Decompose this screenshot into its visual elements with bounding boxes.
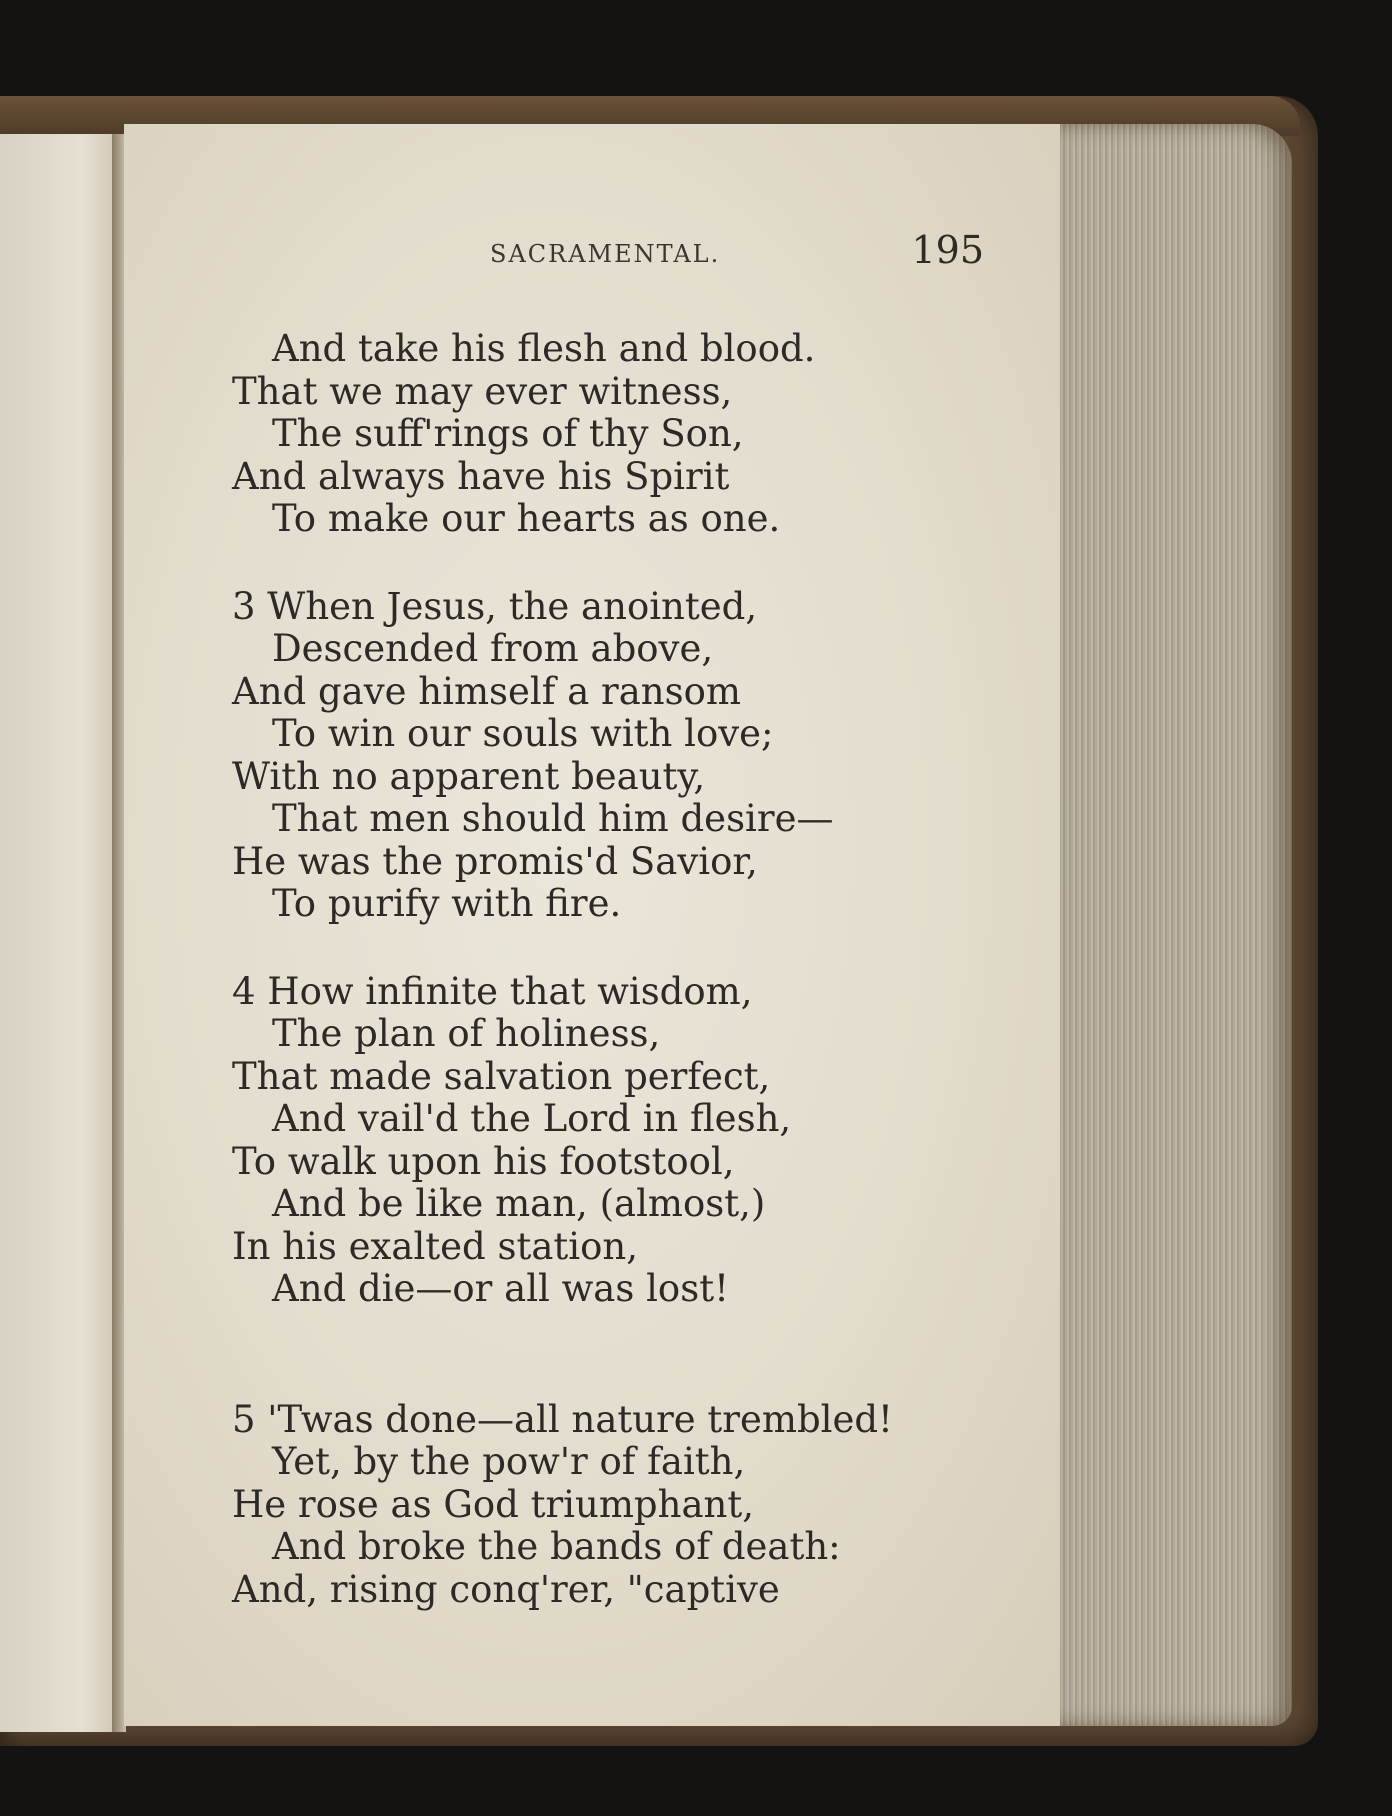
verse-line: He rose as God triumphant, — [232, 1482, 754, 1526]
stanza-continued — [232, 328, 992, 541]
page-number: 195 — [911, 228, 984, 272]
stanza-spacer — [232, 1311, 992, 1399]
verse-line: And be like man, (almost,) — [272, 1182, 766, 1225]
verse-line: And, rising conq'rer, "captive — [232, 1567, 780, 1611]
verse-line: With no apparent beauty, — [232, 754, 706, 798]
verse-line: Yet, by the pow'r of faith, — [272, 1440, 746, 1483]
verse-line: That men should him desire— — [272, 797, 834, 840]
verse-line: The plan of holiness, — [272, 1012, 661, 1055]
verse-line: To purify with fire. — [272, 882, 622, 925]
stanza-spacer — [232, 541, 992, 586]
stanza-3 — [232, 586, 992, 926]
verse-line: And always have his Spirit — [232, 454, 730, 498]
verse-line: That made salvation perfect, — [232, 1054, 771, 1098]
stanza-spacer — [232, 926, 992, 971]
verse-line: 3 When Jesus, the anointed, — [232, 584, 758, 628]
verse-line: And vail'd the Lord in flesh, — [272, 1097, 792, 1140]
running-head: SACRAMENTAL. — [490, 240, 721, 268]
verse-line: And die—or all was lost! — [272, 1267, 729, 1310]
stanza-4 — [232, 971, 992, 1311]
page-header — [490, 228, 1010, 278]
verse-line: 5 'Twas done—all nature trembled! — [232, 1397, 893, 1441]
verse-line: That we may ever witness, — [232, 369, 733, 413]
verse-line: The suff'rings of thy Son, — [272, 412, 744, 455]
verse-line: In his exalted station, — [232, 1224, 638, 1268]
stanza-5 — [232, 1399, 992, 1612]
page-edges — [1060, 124, 1292, 1726]
verse-line: And take his flesh and blood. — [272, 327, 816, 370]
verse-line: 4 How infinite that wisdom, — [232, 969, 753, 1013]
hymn-text — [232, 328, 992, 1611]
verse-line: To make our hearts as one. — [272, 497, 781, 540]
left-page — [0, 134, 118, 1732]
verse-line: To walk upon his footstool, — [232, 1139, 735, 1183]
verse-line: Descended from above, — [272, 627, 714, 670]
verse-line: And gave himself a ransom — [232, 669, 741, 713]
verse-line: And broke the bands of death: — [272, 1525, 841, 1568]
verse-line: To win our souls with love; — [272, 712, 774, 755]
verse-line: He was the promis'd Savior, — [232, 839, 758, 883]
